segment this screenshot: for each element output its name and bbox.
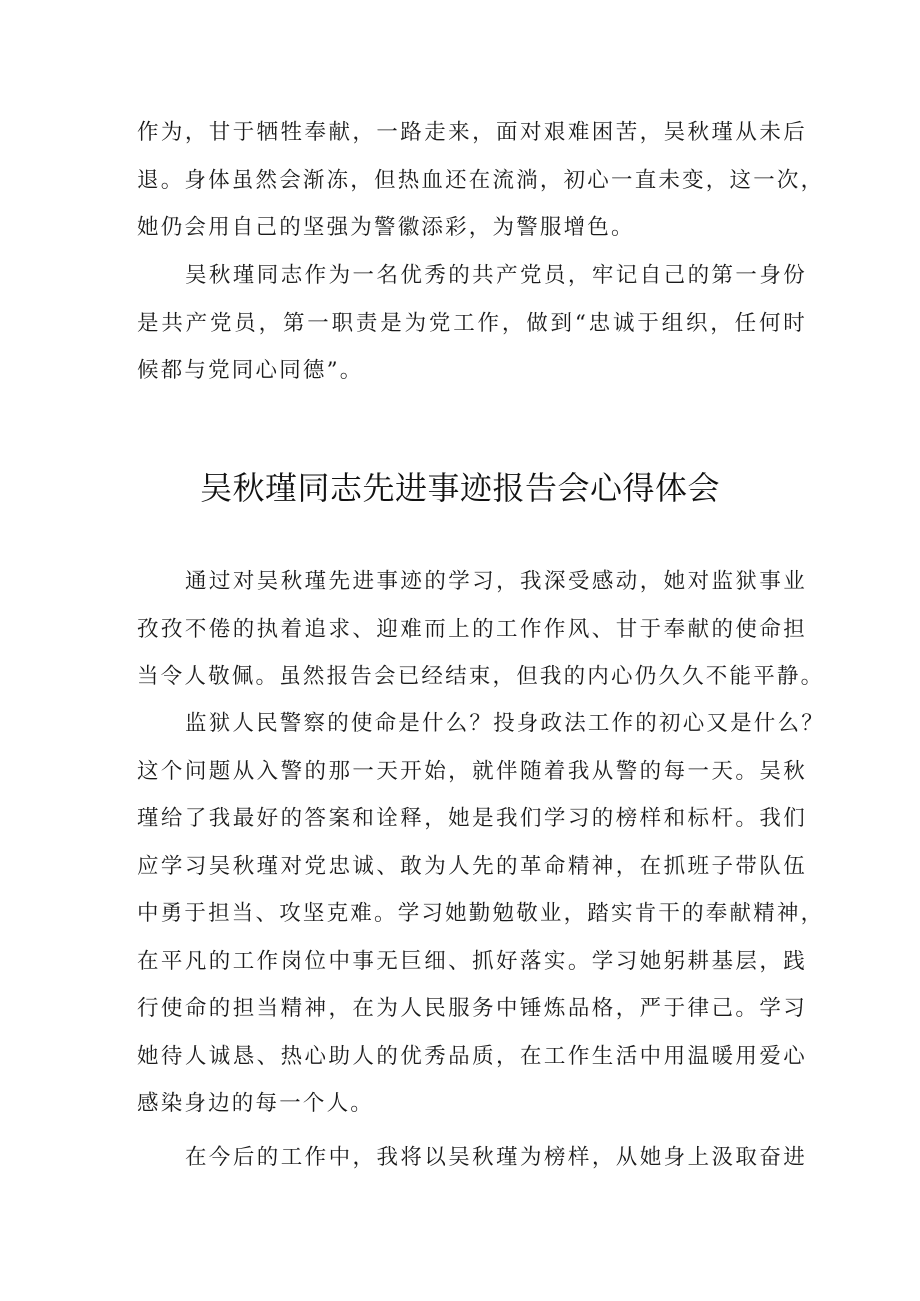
paragraph-line: 在今后的工作中，我将以吴秋瑾为榜样，从她身上汲取奋进 [185, 1145, 807, 1170]
paragraph-continuation [137, 109, 825, 252]
paragraph-line: 行使命的担当精神，在为人民服务中锤炼品格，严于律己。学习 [137, 996, 807, 1021]
paragraph-line: 是共产党员，第一职责是为党工作，做到“忠诚于组织，任何时 [137, 310, 807, 336]
paragraph-line: 她待人诚恳、热心助人的优秀品质，在工作生活中用温暖用爱心 [137, 1043, 807, 1069]
paragraph-line: 作为，甘于牺牲奉献，一路走来，面对艰难困苦，吴秋瑾从未后 [137, 120, 807, 145]
document-title: 吴秋瑾同志先进事迹报告会心得体会 [199, 469, 720, 507]
paragraph-line: 感染身边的每一个人。 [137, 1091, 375, 1116]
paragraph-line: 监狱人民警察的使命是什么？投身政法工作的初心又是什么？ [185, 711, 825, 736]
paragraph-line: 这个问题从入警的那一天开始，就伴随着我从警的每一天。吴秋 [137, 758, 807, 784]
paragraph-future [137, 1134, 807, 1182]
paragraph-line: 瑾给了我最好的答案和诠释，她是我们学习的榜样和标杆。我们 [137, 806, 807, 831]
paragraph-line: 当令人敬佩。虽然报告会已经结束，但我的内心仍久久不能平静。 [137, 664, 825, 689]
paragraph-line: 孜孜不倦的执着追求、迎难而上的工作作风、甘于奉献的使命担 [137, 616, 807, 642]
paragraph-line: 中勇于担当、攻坚克难。学习她勤勉敬业，踏实肯干的奉献精神， [137, 901, 825, 926]
paragraph-line: 她仍会用自己的坚强为警徽添彩，为警服增色。 [137, 215, 635, 240]
paragraph-line: 吴秋瑾同志作为一名优秀的共产党员，牢记自己的第一身份 [185, 263, 807, 288]
paragraph-mission [137, 700, 825, 1128]
paragraph-line: 在平凡的工作岗位中事无巨细、抓好落实。学习她躬耕基层，践 [137, 948, 807, 974]
paragraph-intro [137, 558, 825, 701]
paragraph-party-member [137, 252, 807, 395]
paragraph-line: 退。身体虽然会渐冻，但热血还在流淌，初心一直未变，这一次， [137, 167, 825, 193]
paragraph-line: 应学习吴秋瑾对党忠诚、敢为人先的革命精神，在抓班子带队伍 [137, 853, 807, 879]
paragraph-line: 通过对吴秋瑾先进事迹的学习，我深受感动，她对监狱事业 [185, 569, 807, 594]
paragraph-line: 候都与党同心同德”。 [137, 358, 364, 383]
